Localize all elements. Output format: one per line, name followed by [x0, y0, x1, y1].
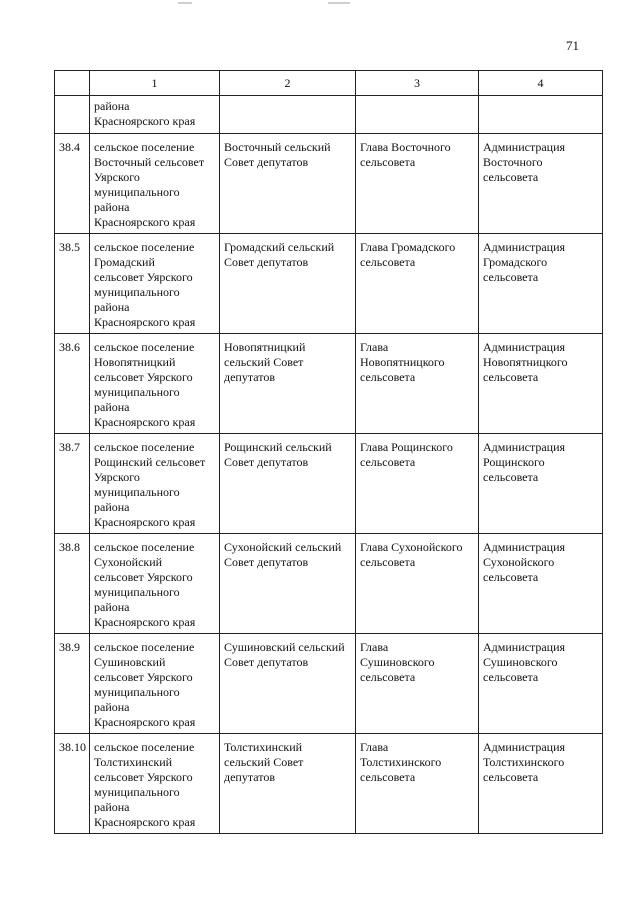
head-cell-line: Глава — [360, 740, 389, 754]
administration-cell-line: сельсовета — [483, 770, 539, 784]
settlement-cell-line: района — [94, 99, 130, 113]
header-cell-2: 2 — [220, 71, 356, 96]
head-cell-line: сельсовета — [360, 555, 416, 569]
council-cell-line: сельский Совет — [224, 355, 304, 369]
administration-cell-line: сельсовета — [483, 470, 539, 484]
council-cell-line: Сушиновский сельский — [224, 640, 345, 654]
settlement-cell-line: сельское поселение — [94, 740, 195, 754]
settlement-cell-line: Красноярского края — [94, 415, 196, 429]
row-number-cell: 38.7 — [55, 434, 90, 534]
administration-cell-line: Новопятницкого — [483, 355, 568, 369]
settlement-cell-line: района — [94, 700, 130, 714]
settlement-cell-line: сельсовет Уярского — [94, 670, 193, 684]
administration-cell — [479, 96, 603, 134]
settlement-cell-line: сельсовет Уярского — [94, 370, 193, 384]
head-cell-line: Глава Восточного — [360, 140, 451, 154]
administration-cell — [479, 134, 603, 234]
administration-cell — [479, 334, 603, 434]
head-cell — [356, 334, 479, 434]
scan-mark-right — [328, 2, 350, 4]
settlement-cell-line: района — [94, 400, 130, 414]
head-cell — [356, 734, 479, 834]
settlement-cell-line: сельское поселение — [94, 540, 195, 554]
table-header-row — [55, 71, 603, 96]
header-cell-1: 1 — [90, 71, 220, 96]
settlement-cell-line: Красноярского края — [94, 615, 196, 629]
council-cell — [220, 634, 356, 734]
council-cell-line: Восточный сельский — [224, 140, 331, 154]
settlement-cell-line: Красноярского края — [94, 815, 196, 829]
settlement-cell-line: сельское поселение — [94, 640, 195, 654]
header-cell-num — [55, 71, 90, 96]
council-cell — [220, 334, 356, 434]
settlement-cell-line: Рощинский сельсовет — [94, 455, 206, 469]
administration-cell-line: сельсовета — [483, 570, 539, 584]
head-cell-line: сельсовета — [360, 770, 416, 784]
settlement-cell-line: муниципального — [94, 785, 180, 799]
administration-cell-line: Толстихинского — [483, 755, 565, 769]
council-cell-line: Рощинский сельский — [224, 440, 332, 454]
row-number-cell: 38.10 — [55, 734, 90, 834]
council-cell-line: Совет депутатов — [224, 455, 309, 469]
settlement-cell-line: Красноярского края — [94, 114, 196, 128]
document-table — [54, 70, 603, 834]
row-number-cell: 38.8 — [55, 534, 90, 634]
council-cell — [220, 96, 356, 134]
administration-cell-line: Администрация — [483, 140, 566, 154]
table-row — [55, 434, 603, 534]
row-number-cell: 38.9 — [55, 634, 90, 734]
settlement-cell — [90, 534, 220, 634]
table-row — [55, 634, 603, 734]
head-cell-line: сельсовета — [360, 155, 416, 169]
administration-cell-line: Администрация — [483, 740, 566, 754]
settlement-cell-line: Сушиновский — [94, 655, 166, 669]
settlement-cell-line: Толстихинский — [94, 755, 173, 769]
settlement-cell-line: Громадский — [94, 255, 155, 269]
table-row — [55, 134, 603, 234]
settlement-cell-line: муниципального — [94, 685, 180, 699]
settlement-cell-line: Новопятницкий — [94, 355, 176, 369]
settlement-cell-line: сельсовет Уярского — [94, 770, 193, 784]
head-cell-line: Сушиновского — [360, 655, 435, 669]
settlement-cell-line: сельское поселение — [94, 140, 195, 154]
settlement-cell-line: района — [94, 500, 130, 514]
administration-cell-line: Сухонойского — [483, 555, 555, 569]
settlement-cell-line: Сухонойский — [94, 555, 163, 569]
settlement-cell-line: муниципального — [94, 585, 180, 599]
row-number-cell — [55, 96, 90, 134]
scan-mark-left — [178, 2, 192, 4]
council-cell-line: Новопятницкий — [224, 340, 306, 354]
table-row — [55, 334, 603, 434]
administration-cell-line: Администрация — [483, 340, 566, 354]
head-cell-line: Глава — [360, 640, 389, 654]
council-cell — [220, 134, 356, 234]
head-cell-line: сельсовета — [360, 255, 416, 269]
head-cell-line: Новопятницкого — [360, 355, 445, 369]
settlement-cell-line: муниципального — [94, 485, 180, 499]
settlement-cell-line: района — [94, 300, 130, 314]
administration-cell-line: Администрация — [483, 240, 566, 254]
administration-cell-line: Сушиновского — [483, 655, 558, 669]
head-cell — [356, 534, 479, 634]
council-cell-line: Толстихинский — [224, 740, 303, 754]
administration-cell-line: сельсовета — [483, 270, 539, 284]
settlement-cell-line: района — [94, 800, 130, 814]
settlement-cell-line: сельсовет Уярского — [94, 570, 193, 584]
settlement-cell-line: Красноярского края — [94, 315, 196, 329]
head-cell-line: Глава — [360, 340, 389, 354]
administration-cell-line: Администрация — [483, 440, 566, 454]
settlement-cell — [90, 734, 220, 834]
head-cell — [356, 234, 479, 334]
settlement-cell-line: Уярского — [94, 470, 140, 484]
table-row — [55, 734, 603, 834]
council-cell — [220, 534, 356, 634]
settlement-cell-line: сельское поселение — [94, 340, 195, 354]
settlement-cell-line: сельское поселение — [94, 240, 195, 254]
settlement-cell-line: Восточный сельсовет — [94, 155, 205, 169]
council-cell-line: депутатов — [224, 370, 276, 384]
head-cell-line: сельсовета — [360, 370, 416, 384]
administration-cell-line: сельсовета — [483, 170, 539, 184]
council-cell-line: сельский Совет — [224, 755, 304, 769]
administration-cell-line: Администрация — [483, 640, 566, 654]
settlement-cell-line: Уярского — [94, 170, 140, 184]
settlement-cell-line: муниципального — [94, 385, 180, 399]
settlement-cell — [90, 434, 220, 534]
settlement-cell — [90, 134, 220, 234]
head-cell-line: сельсовета — [360, 455, 416, 469]
council-cell-line: Сухонойский сельский — [224, 540, 342, 554]
council-cell — [220, 234, 356, 334]
administration-cell-line: Рощинского — [483, 455, 545, 469]
table-row-continuation — [55, 96, 603, 134]
head-cell — [356, 434, 479, 534]
council-cell — [220, 434, 356, 534]
administration-cell-line: Громадского — [483, 255, 548, 269]
head-cell-line: Толстихинского — [360, 755, 442, 769]
administration-cell — [479, 734, 603, 834]
head-cell-line: Глава Сухонойского — [360, 540, 463, 554]
settlement-cell-line: муниципального — [94, 285, 180, 299]
settlement-cell — [90, 96, 220, 134]
row-number-cell: 38.6 — [55, 334, 90, 434]
head-cell-line: Глава Рощинского — [360, 440, 453, 454]
settlement-cell-line: Красноярского края — [94, 215, 196, 229]
page-number: 71 — [566, 38, 579, 53]
settlement-cell-line: сельсовет Уярского — [94, 270, 193, 284]
administration-cell — [479, 534, 603, 634]
head-cell — [356, 134, 479, 234]
head-cell — [356, 634, 479, 734]
council-cell-line: Совет депутатов — [224, 555, 309, 569]
administration-cell — [479, 634, 603, 734]
council-cell-line: Громадский сельский — [224, 240, 335, 254]
council-cell — [220, 734, 356, 834]
administration-cell-line: Администрация — [483, 540, 566, 554]
settlement-cell-line: сельское поселение — [94, 440, 195, 454]
table-row — [55, 234, 603, 334]
administration-cell — [479, 434, 603, 534]
header-cell-3: 3 — [356, 71, 479, 96]
administration-cell-line: Восточного — [483, 155, 543, 169]
head-cell-line: Глава Громадского — [360, 240, 456, 254]
settlement-cell-line: района — [94, 600, 130, 614]
table-row — [55, 534, 603, 634]
header-cell-4: 4 — [479, 71, 603, 96]
administration-cell — [479, 234, 603, 334]
settlement-cell-line: Красноярского края — [94, 515, 196, 529]
administration-cell-line: сельсовета — [483, 670, 539, 684]
administration-cell-line: сельсовета — [483, 370, 539, 384]
settlement-cell-line: муниципального — [94, 185, 180, 199]
settlement-cell-line: Красноярского края — [94, 715, 196, 729]
head-cell-line: сельсовета — [360, 670, 416, 684]
council-cell-line: Совет депутатов — [224, 655, 309, 669]
row-number-cell: 38.5 — [55, 234, 90, 334]
council-cell-line: Совет депутатов — [224, 155, 309, 169]
council-cell-line: Совет депутатов — [224, 255, 309, 269]
council-cell-line: депутатов — [224, 770, 276, 784]
head-cell — [356, 96, 479, 134]
settlement-cell — [90, 334, 220, 434]
settlement-cell-line: района — [94, 200, 130, 214]
settlement-cell — [90, 634, 220, 734]
row-number-cell: 38.4 — [55, 134, 90, 234]
settlement-cell — [90, 234, 220, 334]
